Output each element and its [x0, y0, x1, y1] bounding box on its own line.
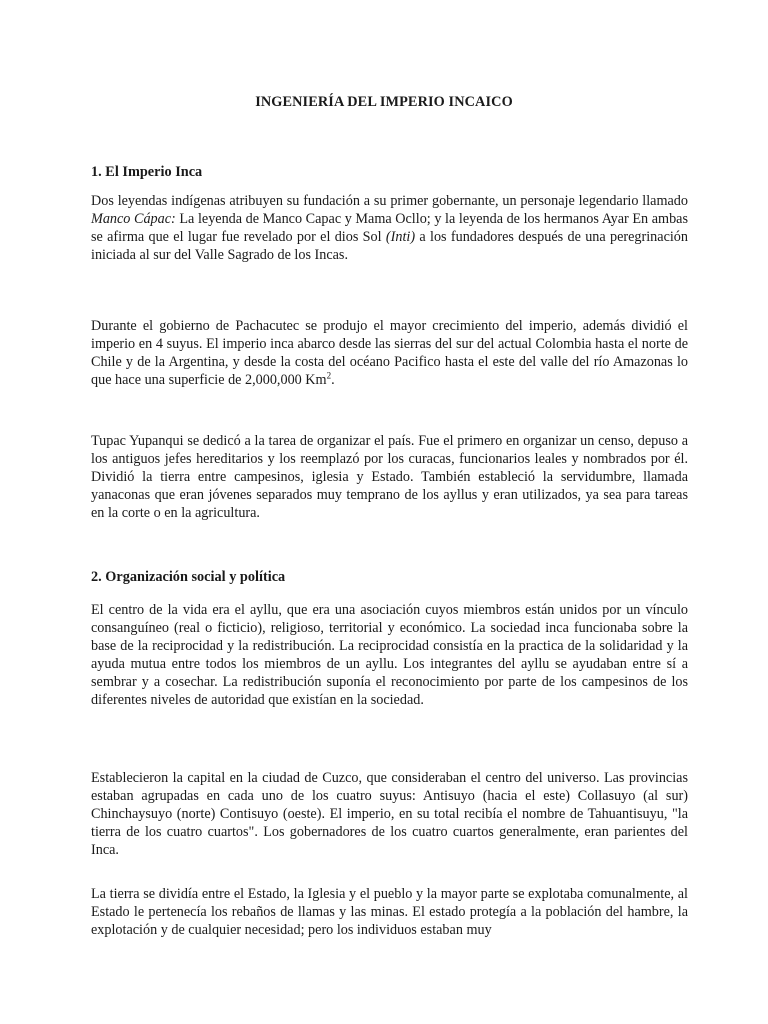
paragraph: Dos leyendas indígenas atribuyen su fundación a su primer gobernante, un personaje legendario llamado Manco Cápac: La leyenda de Manco Capac y Mama Ocllo; y la leyenda de los hermanos Ayar En ambas se afirma que el lugar fue revelado por el dios Sol (Inti) a los fundadores después de una peregrinación iniciada al sur del Valle Sagrado de los Incas. [91, 193, 688, 263]
paragraph: El centro de la vida era el ayllu, que era una asociación cuyos miembros están unidos por un vínculo consanguíneo (real o ficticio), religioso, territorial y económico. La sociedad inca funcionaba sobre la base de la reciprocidad y la redistribución. La reciprocidad consistía en la practica de la solidaridad y la ayuda mutua entre todos los miembros de un ayllu. Los integrantes del ayllu se ayudaban entre sí a sembrar y a cosechar. La redistribución suponía el reconocimiento por parte de los campesinos de los diferentes niveles de autoridad que existían en la sociedad. [91, 602, 688, 708]
section-heading-imperio-inca: 1. El Imperio Inca [91, 164, 203, 180]
paragraph: Tupac Yupanqui se dedicó a la tarea de organizar el país. Fue el primero en organizar un censo, depuso a los antiguos jefes hereditarios y los reemplazó por los curacas, funcionarios leales y nombrados por él. Dividió la tierra entre campesinos, iglesia y Estado. También estableció la servidumbre, llamada yanaconas que eran jóvenes separados muy temprano de los ayllus y eran utilizados, ya sea para tareas en la corte o en la agricultura. [91, 433, 688, 521]
section-heading-organizacion: 2. Organización social y política [91, 569, 286, 585]
paragraph: Durante el gobierno de Pachacutec se produjo el mayor crecimiento del imperio, además dividió el imperio en 4 suyus. El imperio inca abarco desde las sierras del sur del actual Colombia hasta el norte de Chile y de la Argentina, y desde la costa del océano Pacifico hasta el este del valle del río Amazonas lo que hace una superficie de 2,000,000 Km$^2$. [91, 318, 688, 388]
paragraph: La tierra se dividía entre el Estado, la Iglesia y el pueblo y la mayor parte se explotaba comunalmente, al Estado le pertenecía los rebaños de llamas y las minas. El estado protegía a la población del hambre, la explotación y de cualquier necesidad; pero los individuos estaban muy [91, 886, 688, 938]
paragraph: Establecieron la capital en la ciudad de Cuzco, que consideraban el centro del universo. Las provincias estaban agrupadas en cada uno de los cuatro suyus: Antisuyo (hacia el este) Collasuyo (al sur) Chinchaysuyo (norte) Contisuyo (oeste). El imperio, en su total recibía el nombre de Tahuantisuyu, "la tierra de los cuatro cuartos". Los gobernadores de los cuatro cuartos generalmente, eran parientes del Inca. [91, 770, 688, 858]
document-title: INGENIERÍA DEL IMPERIO INCAICO [255, 94, 513, 110]
